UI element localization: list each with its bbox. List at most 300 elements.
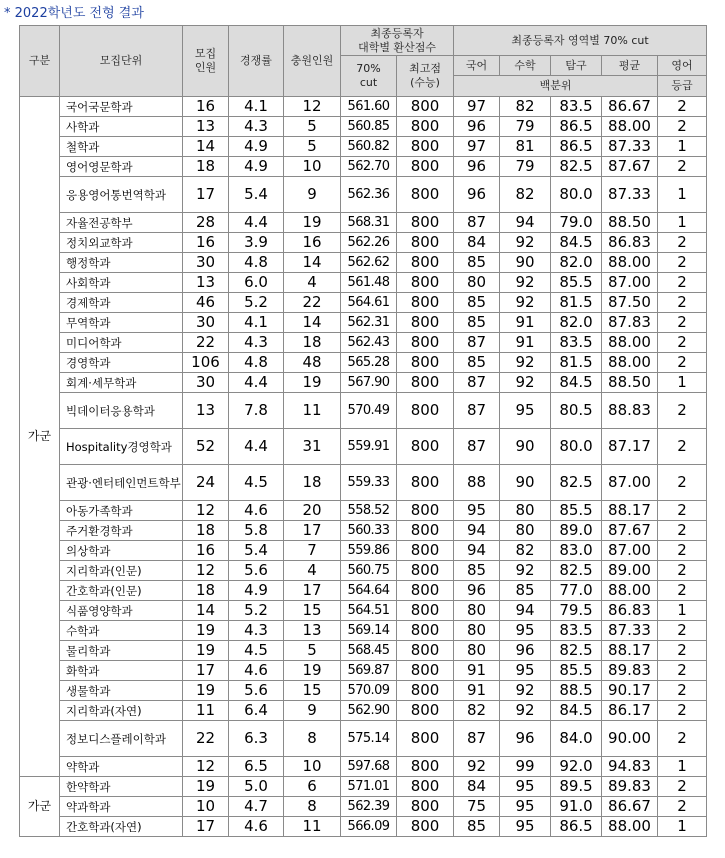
cell-text: 85 bbox=[466, 253, 487, 271]
table-row bbox=[20, 681, 707, 701]
cell-quota bbox=[183, 541, 229, 561]
cell-text: 28 bbox=[195, 213, 216, 231]
cell-text: 86.5 bbox=[559, 117, 593, 135]
table-row bbox=[20, 213, 707, 233]
cell-text: 85 bbox=[466, 353, 487, 371]
cell-text: 5.2 bbox=[244, 293, 268, 311]
cell-average bbox=[602, 137, 658, 157]
cell-text: 17 bbox=[302, 581, 322, 599]
cell-english-grade bbox=[658, 521, 707, 541]
cell-text: 559.91 bbox=[347, 439, 390, 454]
cell-text: 10 bbox=[302, 157, 322, 175]
cell-text: 7 bbox=[307, 541, 317, 559]
cell-text: 18 bbox=[195, 521, 216, 539]
cell-text: 1 bbox=[677, 601, 687, 619]
header-percentile: 백분위 bbox=[454, 76, 658, 97]
cell-text: 12 bbox=[195, 561, 216, 579]
cell-text: 94 bbox=[466, 541, 487, 559]
cell-text: 96 bbox=[515, 641, 535, 659]
cell-text: 88.5 bbox=[559, 681, 593, 699]
cell-department bbox=[60, 233, 183, 253]
header-conversion-score: 최종등록자 대학별 환산점수 bbox=[341, 26, 454, 56]
cell-text: 81.5 bbox=[559, 293, 593, 311]
cell-korean bbox=[454, 601, 500, 621]
cell-waitlist bbox=[284, 293, 341, 313]
cell-text: 1 bbox=[677, 817, 687, 835]
cell-max-score bbox=[397, 465, 454, 501]
cell-average bbox=[602, 661, 658, 681]
cell-competition bbox=[229, 681, 284, 701]
cell-inquiry bbox=[551, 797, 602, 817]
cell-waitlist bbox=[284, 157, 341, 177]
cell-math bbox=[500, 757, 551, 777]
cell-text: 17 bbox=[302, 521, 322, 539]
cell-text: 564.64 bbox=[347, 583, 390, 598]
cell-text: 87 bbox=[466, 729, 487, 747]
cell-math bbox=[500, 157, 551, 177]
cell-text: 562.90 bbox=[347, 703, 390, 718]
cell-korean bbox=[454, 233, 500, 253]
cell-cut70 bbox=[341, 353, 397, 373]
cell-text: 80 bbox=[515, 501, 535, 519]
cell-cut70 bbox=[341, 681, 397, 701]
cell-text: 85 bbox=[466, 293, 487, 311]
cell-competition bbox=[229, 661, 284, 681]
cell-text: 562.39 bbox=[347, 799, 390, 814]
cell-text: 5.0 bbox=[244, 777, 268, 795]
cell-text: 570.09 bbox=[347, 683, 390, 698]
cell-text: 89.83 bbox=[608, 777, 651, 795]
cell-text: 88.50 bbox=[608, 373, 651, 391]
cell-text: 정치외교학과 bbox=[66, 235, 133, 250]
cell-text: 경영학과 bbox=[66, 355, 111, 370]
cell-text: 1 bbox=[677, 373, 687, 391]
cell-quota bbox=[183, 117, 229, 137]
cell-text: 12 bbox=[195, 757, 216, 775]
cell-text: 22 bbox=[195, 333, 216, 351]
table-row bbox=[20, 97, 707, 117]
cell-max-score bbox=[397, 213, 454, 233]
cell-text: 800 bbox=[410, 621, 440, 639]
cell-cut70 bbox=[341, 621, 397, 641]
cell-text: 지리학과(자연) bbox=[66, 703, 142, 718]
cell-average bbox=[602, 177, 658, 213]
cell-english-grade bbox=[658, 117, 707, 137]
cell-text: 90 bbox=[515, 253, 535, 271]
cell-text: 5 bbox=[307, 641, 317, 659]
cell-average bbox=[602, 353, 658, 373]
cell-text: 2 bbox=[677, 97, 687, 115]
cell-text: 88.00 bbox=[608, 253, 651, 271]
cell-average bbox=[602, 273, 658, 293]
cell-text: 87.33 bbox=[608, 185, 651, 203]
cell-text: 84.5 bbox=[559, 373, 593, 391]
cell-average bbox=[602, 373, 658, 393]
cell-text: 85 bbox=[466, 561, 487, 579]
cell-text: 88 bbox=[466, 473, 487, 491]
cell-text: 800 bbox=[410, 641, 440, 659]
cell-text: 17 bbox=[195, 185, 216, 203]
cell-max-score bbox=[397, 373, 454, 393]
cell-math bbox=[500, 137, 551, 157]
cell-average bbox=[602, 777, 658, 797]
cell-text: 사회학과 bbox=[66, 275, 111, 290]
cell-text: 570.49 bbox=[347, 403, 390, 418]
cell-competition bbox=[229, 393, 284, 429]
cell-text: 19 bbox=[195, 681, 216, 699]
cell-average bbox=[602, 681, 658, 701]
cell-text: 6 bbox=[307, 777, 317, 795]
cell-english-grade bbox=[658, 621, 707, 641]
cell-english-grade bbox=[658, 373, 707, 393]
cell-text: 89.5 bbox=[559, 777, 593, 795]
cell-inquiry bbox=[551, 353, 602, 373]
cell-text: 10 bbox=[195, 797, 216, 815]
cell-text: 4.5 bbox=[244, 473, 268, 491]
cell-text: 4.5 bbox=[244, 641, 268, 659]
cell-text: 4.4 bbox=[244, 373, 268, 391]
cell-text: 1 bbox=[677, 757, 687, 775]
cell-text: 567.90 bbox=[347, 375, 390, 390]
cell-department bbox=[60, 721, 183, 757]
cell-text: 식품영양학과 bbox=[66, 603, 133, 618]
cell-math bbox=[500, 429, 551, 465]
cell-text: 800 bbox=[410, 137, 440, 155]
cell-text: 12 bbox=[195, 501, 216, 519]
table-row bbox=[20, 561, 707, 581]
cell-waitlist bbox=[284, 465, 341, 501]
cell-text: 수학과 bbox=[66, 623, 100, 638]
cell-competition bbox=[229, 157, 284, 177]
cell-text: 800 bbox=[410, 501, 440, 519]
cell-text: 87 bbox=[466, 333, 487, 351]
header-department: 모집단위 bbox=[60, 26, 183, 97]
cell-inquiry bbox=[551, 313, 602, 333]
cell-text: 2 bbox=[677, 729, 687, 747]
cell-inquiry bbox=[551, 721, 602, 757]
cell-text: 562.26 bbox=[347, 235, 390, 250]
cell-math bbox=[500, 97, 551, 117]
cell-max-score bbox=[397, 601, 454, 621]
cell-text: 2 bbox=[677, 353, 687, 371]
cell-text: 8 bbox=[307, 729, 317, 747]
cell-korean bbox=[454, 137, 500, 157]
cell-math bbox=[500, 353, 551, 373]
cell-text: 80 bbox=[466, 601, 487, 619]
cell-text: 5.4 bbox=[244, 185, 268, 203]
cell-text: 87 bbox=[466, 373, 487, 391]
cell-waitlist bbox=[284, 117, 341, 137]
cell-waitlist bbox=[284, 393, 341, 429]
cell-competition bbox=[229, 581, 284, 601]
cell-english-grade bbox=[658, 561, 707, 581]
cell-text: 5.6 bbox=[244, 561, 268, 579]
cell-quota bbox=[183, 333, 229, 353]
cell-department bbox=[60, 601, 183, 621]
cell-text: 2 bbox=[677, 681, 687, 699]
cell-cut70 bbox=[341, 817, 397, 837]
cell-average bbox=[602, 601, 658, 621]
cell-text: 83.5 bbox=[559, 333, 593, 351]
cell-text: 4.3 bbox=[244, 621, 268, 639]
table-row bbox=[20, 521, 707, 541]
cell-text: 19 bbox=[302, 213, 322, 231]
cell-cut70 bbox=[341, 97, 397, 117]
cell-text: 지리학과(인문) bbox=[66, 563, 142, 578]
header-area-cut: 최종등록자 영역별 70% cut bbox=[454, 26, 707, 56]
cell-max-score bbox=[397, 661, 454, 681]
cell-waitlist bbox=[284, 429, 341, 465]
cell-max-score bbox=[397, 137, 454, 157]
cell-text: 2 bbox=[677, 473, 687, 491]
cell-department bbox=[60, 293, 183, 313]
cell-text: 48 bbox=[302, 353, 322, 371]
cell-math bbox=[500, 777, 551, 797]
cell-text: 2 bbox=[677, 273, 687, 291]
cell-text: 86.83 bbox=[608, 233, 651, 251]
cell-department bbox=[60, 757, 183, 777]
cell-text: 575.14 bbox=[347, 731, 390, 746]
cell-text: 562.70 bbox=[347, 159, 390, 174]
cell-text: 24 bbox=[195, 473, 216, 491]
cell-text: 800 bbox=[410, 213, 440, 231]
cell-waitlist bbox=[284, 601, 341, 621]
cell-text: 88.83 bbox=[608, 401, 651, 419]
cell-max-score bbox=[397, 333, 454, 353]
cell-text: 13 bbox=[195, 117, 216, 135]
cell-average bbox=[602, 817, 658, 837]
cell-text: 2 bbox=[677, 293, 687, 311]
cell-text: 철학과 bbox=[66, 139, 100, 154]
cell-max-score bbox=[397, 117, 454, 137]
table-row bbox=[20, 541, 707, 561]
cell-text: 2 bbox=[677, 561, 687, 579]
cell-text: 화학과 bbox=[66, 663, 100, 678]
cell-text: 800 bbox=[410, 661, 440, 679]
cell-math bbox=[500, 721, 551, 757]
cell-max-score bbox=[397, 233, 454, 253]
cell-text: 562.36 bbox=[347, 187, 390, 202]
cell-text: 91.0 bbox=[559, 797, 593, 815]
cell-text: 92 bbox=[515, 561, 535, 579]
cell-inquiry bbox=[551, 465, 602, 501]
cell-text: 82.0 bbox=[559, 313, 593, 331]
cell-math bbox=[500, 521, 551, 541]
cell-quota bbox=[183, 465, 229, 501]
cell-text: 4.7 bbox=[244, 797, 268, 815]
cell-text: 2 bbox=[677, 157, 687, 175]
cell-english-grade bbox=[658, 541, 707, 561]
cell-inquiry bbox=[551, 177, 602, 213]
cell-korean bbox=[454, 777, 500, 797]
cell-cut70 bbox=[341, 393, 397, 429]
cell-quota bbox=[183, 157, 229, 177]
cell-text: 2 bbox=[677, 797, 687, 815]
cell-text: 566.09 bbox=[347, 819, 390, 834]
cell-korean bbox=[454, 561, 500, 581]
cell-text: 95 bbox=[515, 401, 535, 419]
cell-text: 92 bbox=[466, 757, 487, 775]
cell-cut70 bbox=[341, 157, 397, 177]
cell-quota bbox=[183, 701, 229, 721]
cell-text: 86.5 bbox=[559, 817, 593, 835]
cell-english-grade bbox=[658, 721, 707, 757]
cell-cut70 bbox=[341, 581, 397, 601]
cell-english-grade bbox=[658, 253, 707, 273]
cell-average bbox=[602, 757, 658, 777]
cell-korean bbox=[454, 681, 500, 701]
cell-inquiry bbox=[551, 429, 602, 465]
cell-text: 800 bbox=[410, 97, 440, 115]
cell-waitlist bbox=[284, 313, 341, 333]
cell-quota bbox=[183, 353, 229, 373]
cell-quota bbox=[183, 97, 229, 117]
cell-text: 2 bbox=[677, 313, 687, 331]
cell-text: 4.4 bbox=[244, 437, 268, 455]
cell-text: 564.61 bbox=[347, 295, 390, 310]
cell-text: 10 bbox=[302, 757, 322, 775]
cell-text: 92 bbox=[515, 273, 535, 291]
cell-waitlist bbox=[284, 581, 341, 601]
cell-competition bbox=[229, 333, 284, 353]
cell-korean bbox=[454, 641, 500, 661]
cell-inquiry bbox=[551, 681, 602, 701]
cell-text: 82 bbox=[515, 97, 535, 115]
cell-max-score bbox=[397, 621, 454, 641]
cell-text: 약과학과 bbox=[66, 799, 111, 814]
cell-text: 87.33 bbox=[608, 621, 651, 639]
cell-text: 4.1 bbox=[244, 97, 268, 115]
cell-inquiry bbox=[551, 661, 602, 681]
cell-text: 간호학과(자연) bbox=[66, 819, 142, 834]
cell-text: 800 bbox=[410, 273, 440, 291]
cell-korean bbox=[454, 581, 500, 601]
cell-inquiry bbox=[551, 273, 602, 293]
table-row bbox=[20, 757, 707, 777]
cell-max-score bbox=[397, 701, 454, 721]
cell-quota bbox=[183, 233, 229, 253]
table-row bbox=[20, 117, 707, 137]
cell-quota bbox=[183, 641, 229, 661]
header-competition: 경쟁률 bbox=[229, 26, 284, 97]
cell-text: 77.0 bbox=[559, 581, 593, 599]
cell-text: 88.00 bbox=[608, 581, 651, 599]
cell-text: 한약학과 bbox=[66, 779, 111, 794]
cell-english-grade bbox=[658, 137, 707, 157]
cell-english-grade bbox=[658, 797, 707, 817]
cell-text: 85 bbox=[466, 313, 487, 331]
cell-text: 86.83 bbox=[608, 601, 651, 619]
cell-text: 597.68 bbox=[347, 759, 390, 774]
cell-text: 4.9 bbox=[244, 157, 268, 175]
cell-english-grade bbox=[658, 177, 707, 213]
cell-text: 87.17 bbox=[608, 437, 651, 455]
cell-text: 571.01 bbox=[347, 779, 390, 794]
cell-waitlist bbox=[284, 273, 341, 293]
cell-quota bbox=[183, 581, 229, 601]
cell-inquiry bbox=[551, 233, 602, 253]
cell-inquiry bbox=[551, 701, 602, 721]
cell-inquiry bbox=[551, 561, 602, 581]
cell-korean bbox=[454, 817, 500, 837]
cell-text: 22 bbox=[195, 729, 216, 747]
cell-english-grade bbox=[658, 393, 707, 429]
cell-text: 79.0 bbox=[559, 213, 593, 231]
cell-english-grade bbox=[658, 581, 707, 601]
cell-text: 1 bbox=[677, 137, 687, 155]
cell-competition bbox=[229, 373, 284, 393]
cell-average bbox=[602, 581, 658, 601]
cell-text: 8 bbox=[307, 797, 317, 815]
cell-cut70 bbox=[341, 641, 397, 661]
cell-cut70 bbox=[341, 253, 397, 273]
cell-inquiry bbox=[551, 501, 602, 521]
cell-text: 95 bbox=[515, 777, 535, 795]
cell-text: 83.5 bbox=[559, 621, 593, 639]
cell-text: 행정학과 bbox=[66, 255, 111, 270]
cell-text: 75 bbox=[466, 797, 487, 815]
cell-text: 83.0 bbox=[559, 541, 593, 559]
cell-text: 800 bbox=[410, 581, 440, 599]
cell-text: 85 bbox=[515, 581, 535, 599]
cell-text: 79.5 bbox=[559, 601, 593, 619]
cell-max-score bbox=[397, 253, 454, 273]
cell-cut70 bbox=[341, 137, 397, 157]
cell-waitlist bbox=[284, 641, 341, 661]
cell-average bbox=[602, 797, 658, 817]
cell-max-score bbox=[397, 293, 454, 313]
cell-math bbox=[500, 233, 551, 253]
cell-text: 800 bbox=[410, 313, 440, 331]
cell-text: 4.1 bbox=[244, 313, 268, 331]
cell-department bbox=[60, 681, 183, 701]
cell-text: 91 bbox=[466, 661, 487, 679]
cell-text: 2 bbox=[677, 581, 687, 599]
cell-math bbox=[500, 177, 551, 213]
cell-english-grade bbox=[658, 333, 707, 353]
header-category: 구분 bbox=[20, 26, 60, 97]
cell-waitlist bbox=[284, 333, 341, 353]
cell-text: 84.5 bbox=[559, 233, 593, 251]
cell-text: 12 bbox=[302, 97, 322, 115]
cell-text: 561.60 bbox=[347, 99, 390, 114]
cell-inquiry bbox=[551, 541, 602, 561]
cell-text: 569.14 bbox=[347, 623, 390, 638]
cell-waitlist bbox=[284, 721, 341, 757]
cell-competition bbox=[229, 601, 284, 621]
cell-text: 18 bbox=[195, 157, 216, 175]
cell-text: 4.3 bbox=[244, 117, 268, 135]
cell-text: 2 bbox=[677, 117, 687, 135]
cell-average bbox=[602, 701, 658, 721]
cell-text: 31 bbox=[302, 437, 322, 455]
cell-text: 94 bbox=[515, 601, 535, 619]
cell-average bbox=[602, 97, 658, 117]
cell-department bbox=[60, 817, 183, 837]
header-quota: 모집 인원 bbox=[183, 26, 229, 97]
cell-quota bbox=[183, 521, 229, 541]
cell-math bbox=[500, 621, 551, 641]
cell-text: 83.5 bbox=[559, 97, 593, 115]
cell-max-score bbox=[397, 521, 454, 541]
group-label: 가군 bbox=[20, 97, 60, 777]
table-row bbox=[20, 621, 707, 641]
cell-average bbox=[602, 641, 658, 661]
table-row bbox=[20, 177, 707, 213]
cell-korean bbox=[454, 721, 500, 757]
cell-cut70 bbox=[341, 213, 397, 233]
cell-text: 2 bbox=[677, 501, 687, 519]
